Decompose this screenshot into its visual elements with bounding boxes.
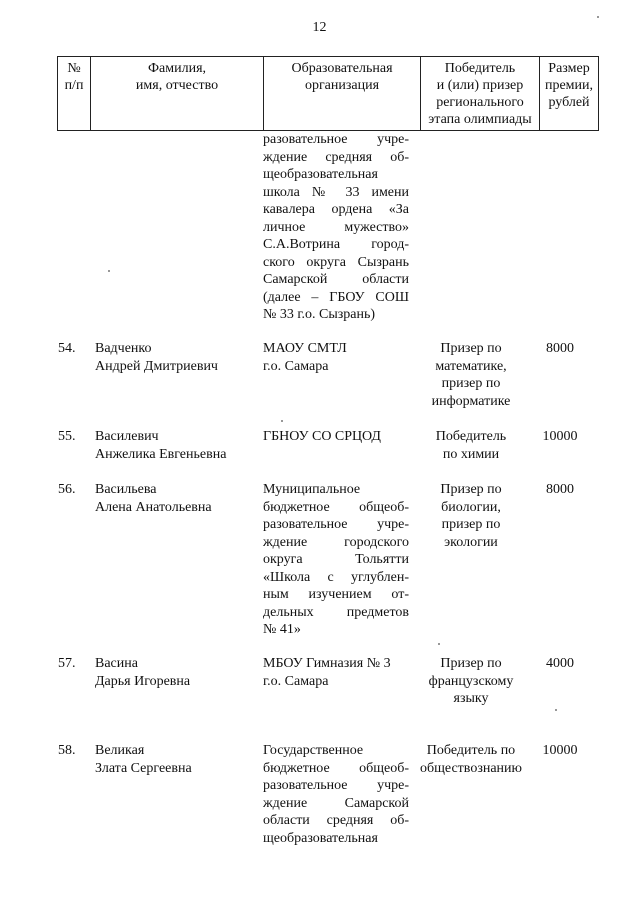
winner-line: обществознанию: [420, 760, 522, 776]
header-num-line: п/п: [64, 78, 84, 93]
org-line: Государственное: [263, 743, 364, 758]
org-line: ГБНОУ СО СРЦОД: [263, 429, 381, 444]
continuation-org: [263, 131, 409, 324]
org-line: ждение Самарской: [263, 795, 409, 811]
row-prize: 8000: [546, 482, 574, 497]
row-prize: 4000: [546, 656, 574, 671]
row-name: [95, 742, 255, 777]
org-line: ждение средняя об-: [263, 149, 409, 165]
name-line: Алена Анатольевна: [95, 499, 212, 515]
row-name: [95, 340, 255, 375]
org-line: Муниципальное: [263, 482, 361, 497]
name-line: Вадченко: [95, 341, 152, 356]
winner-line: экологии: [444, 534, 498, 550]
name-line: Анжелика Евгеньевна: [95, 446, 227, 462]
row-name: [95, 428, 255, 463]
header-num-line: №: [67, 61, 81, 76]
winner-line: призер по: [441, 376, 501, 391]
header-winner-line: Победитель: [444, 61, 516, 76]
header-prize-line: премии,: [544, 78, 594, 93]
org-line: разовательное учре-: [263, 132, 409, 147]
org-line: МБОУ Гимназия № 3: [263, 656, 391, 671]
org-line: школа № 33 имени: [263, 184, 409, 200]
org-line: разовательное учре-: [263, 778, 409, 793]
row-prize: 10000: [542, 429, 578, 444]
scan-speck: [281, 420, 283, 422]
scan-speck: [597, 16, 599, 18]
scan-speck: [108, 270, 110, 272]
row-winner: [412, 481, 530, 551]
name-line: Васильева: [95, 482, 157, 497]
org-line: ждение городского: [263, 534, 409, 550]
row-winner: [412, 428, 530, 463]
row-name: [95, 655, 255, 690]
row-org: [263, 340, 409, 375]
header-prize-line: рублей: [548, 95, 590, 110]
winner-line: информатике: [431, 393, 511, 409]
org-line: бюджетное общеоб-: [263, 499, 409, 515]
row-number: 57.: [58, 656, 76, 671]
row-org: [263, 428, 409, 446]
row-number: 58.: [58, 743, 76, 758]
winner-line: Победитель по: [426, 743, 516, 758]
org-line: ского округа Сызрань: [263, 254, 409, 270]
org-line: округа Тольятти: [263, 552, 409, 567]
row-prize: 10000: [542, 743, 578, 758]
org-line: щеобразовательная: [263, 830, 378, 846]
org-line: области средняя об-: [263, 813, 409, 828]
name-line: Андрей Дмитриевич: [95, 358, 218, 374]
winner-line: французскому: [428, 673, 514, 689]
org-line: дельных предметов: [263, 604, 409, 620]
org-line: МАОУ СМТЛ: [263, 341, 347, 356]
header-winner-line: регионального: [436, 95, 524, 110]
name-line: Василевич: [95, 429, 159, 444]
row-number: 55.: [58, 429, 76, 444]
winner-line: Призер по: [440, 341, 502, 356]
row-org: [263, 481, 409, 639]
org-line: г.о. Самара: [263, 673, 329, 689]
winner-line: Победитель: [435, 429, 507, 444]
row-winner: [412, 742, 530, 777]
row-org: [263, 742, 409, 847]
name-line: Дарья Игоревна: [95, 673, 191, 689]
name-line: Великая: [95, 743, 145, 758]
table-header: [57, 56, 599, 131]
scan-speck: [555, 709, 557, 711]
row-winner: [412, 655, 530, 708]
winner-line: Призер по: [440, 482, 502, 497]
header-winner-line: и (или) призер: [436, 78, 524, 93]
row-name: [95, 481, 255, 516]
row-number: 54.: [58, 341, 76, 356]
header-name-line: Фамилия,: [147, 61, 207, 76]
org-line: разовательное учре-: [263, 517, 409, 532]
org-line: бюджетное общеоб-: [263, 760, 409, 776]
winner-line: Призер по: [440, 656, 502, 671]
scan-speck: [438, 643, 440, 645]
header-name: [91, 57, 264, 131]
org-line: щеобразовательная: [263, 167, 378, 182]
org-line: «Школа с углублен-: [263, 569, 409, 585]
header-org-line: организация: [304, 78, 380, 93]
header-name-line: имя, отчество: [135, 78, 219, 93]
header-num: [58, 57, 91, 131]
header-winner-line: этапа олимпиады: [428, 112, 532, 127]
header-winner: [421, 57, 540, 131]
row-winner: [412, 340, 530, 410]
row-org: [263, 655, 409, 690]
header-prize: [540, 57, 599, 131]
org-line: № 33 г.о. Сызрань): [263, 307, 376, 322]
header-org: [264, 57, 421, 131]
name-line: Васина: [95, 656, 138, 671]
header-org-line: Образовательная: [291, 61, 393, 76]
winner-line: призер по: [441, 517, 501, 532]
org-line: личное мужество»: [263, 219, 409, 235]
page-number: 12: [312, 20, 327, 35]
org-line: ным изучением от-: [263, 587, 409, 602]
name-line: Злата Сергеевна: [95, 760, 192, 776]
org-line: (далее – ГБОУ СОШ: [263, 289, 409, 305]
org-line: Самарской области: [263, 272, 409, 287]
org-line: С.А.Вотрина город-: [263, 237, 409, 252]
winner-line: биологии,: [441, 499, 501, 515]
org-line: кавалера ордена «За: [263, 202, 409, 217]
org-line: г.о. Самара: [263, 358, 329, 374]
winner-line: по химии: [442, 446, 500, 462]
row-prize: 8000: [546, 341, 574, 356]
org-line: № 41»: [263, 622, 301, 637]
winner-line: языку: [453, 691, 489, 706]
row-number: 56.: [58, 482, 76, 497]
header-prize-line: Размер: [548, 61, 590, 76]
winner-line: математике,: [435, 358, 507, 374]
